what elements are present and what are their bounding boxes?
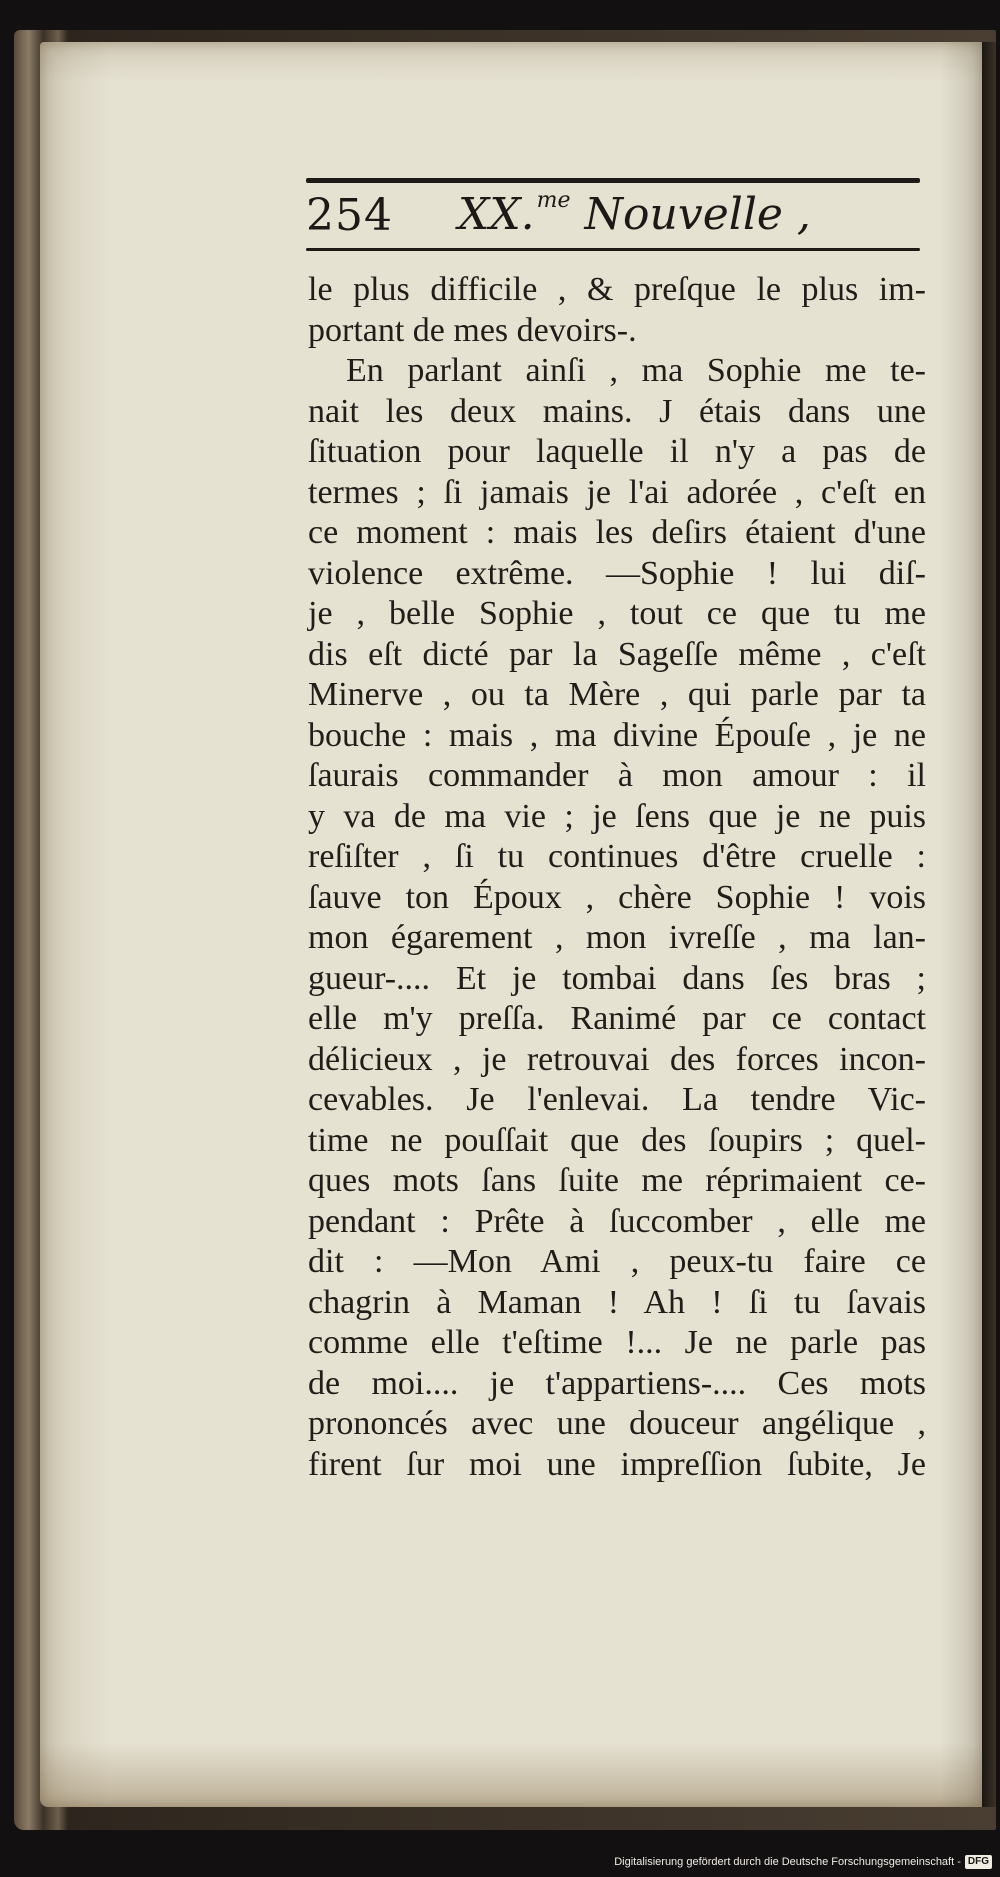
running-title-word: Nouvelle , [584, 189, 811, 240]
text-line: je , belle Sophie , tout ce que tu me [308, 595, 926, 632]
body-text [308, 270, 926, 1485]
text-line: elle m'y preſſa. Ranimé par ce contact [308, 1000, 926, 1037]
text-line: firent ſur moi une impreſſion ſubite, Je [308, 1445, 926, 1483]
text-line: ſituation pour laquelle il n'y a pas de [308, 433, 926, 470]
text-line: Minerve , ou ta Mère , qui parle par ta [308, 676, 926, 713]
text-line: time ne pouſſait que des ſoupirs ; quel- [308, 1121, 926, 1159]
text-line: prononcés avec une douceur angélique , [308, 1405, 926, 1442]
digitization-credit [614, 1855, 992, 1869]
text-line: portant de mes devoirs-. [308, 311, 637, 349]
text-line: termes ; ſi jamais je l'ai adorée , c'eſt en [308, 473, 926, 511]
text-line: chagrin à Maman ! Ah ! ſi tu ſavais [308, 1283, 926, 1321]
header-rule-top [306, 178, 920, 183]
text-line: dis eſt dicté par la Sageſſe même , c'eſt [308, 635, 926, 673]
credit-text: Digitalisierung gefördert durch die Deutsche Forschungsgemeinschaft - [614, 1856, 961, 1868]
book-spine-shadow [982, 42, 996, 1807]
running-title-roman: XX. [458, 189, 535, 240]
text-line: reſiſter , ſi tu continues d'être cruelle : [308, 838, 926, 875]
text-line: y va de ma vie ; je ſens que je ne puis [308, 797, 926, 835]
text-line: pendant : Prête à ſuccomber , elle me [308, 1202, 926, 1240]
text-line: mon égarement , mon ivreſſe , ma lan- [308, 919, 926, 956]
text-line: nait les deux mains. J étais dans une [308, 392, 926, 430]
text-line: le plus difficile , & preſque le plus im- [308, 271, 926, 308]
text-line: ce moment : mais les deſirs étaient d'une [308, 514, 926, 551]
text-line: violence extrême. —Sophie ! lui diſ- [308, 554, 926, 592]
text-line: comme elle t'eſtime !... Je ne parle pas [308, 1324, 926, 1361]
dfg-logo: DFG [965, 1855, 992, 1869]
running-title [458, 188, 811, 240]
text-line: En parlant ainſi , ma Sophie me te- [346, 352, 926, 389]
text-line: ſauve ton Époux , chère Sophie ! vois [308, 878, 926, 916]
text-line: bouche : mais , ma divine Épouſe , je ne [308, 716, 926, 754]
text-line: ſaurais commander à mon amour : il [308, 757, 926, 794]
text-line: cevables. Je l'enlevai. La tendre Vic- [308, 1081, 926, 1118]
text-line: de moi.... je t'appartiens-.... Ces mots [308, 1364, 926, 1402]
text-line: délicieux , je retrouvai des forces incon- [308, 1040, 926, 1078]
page-number: 254 [306, 190, 393, 241]
text-line: dit : —Mon Ami , peux-tu faire ce [308, 1243, 926, 1280]
page-header [306, 186, 920, 246]
header-rule-bottom [306, 248, 920, 251]
text-line: ques mots ſans ſuite me réprimaient ce- [308, 1162, 926, 1199]
text-line: gueur-.... Et je tombai dans ſes bras ; [308, 959, 926, 997]
running-title-superscript: me [536, 188, 571, 213]
